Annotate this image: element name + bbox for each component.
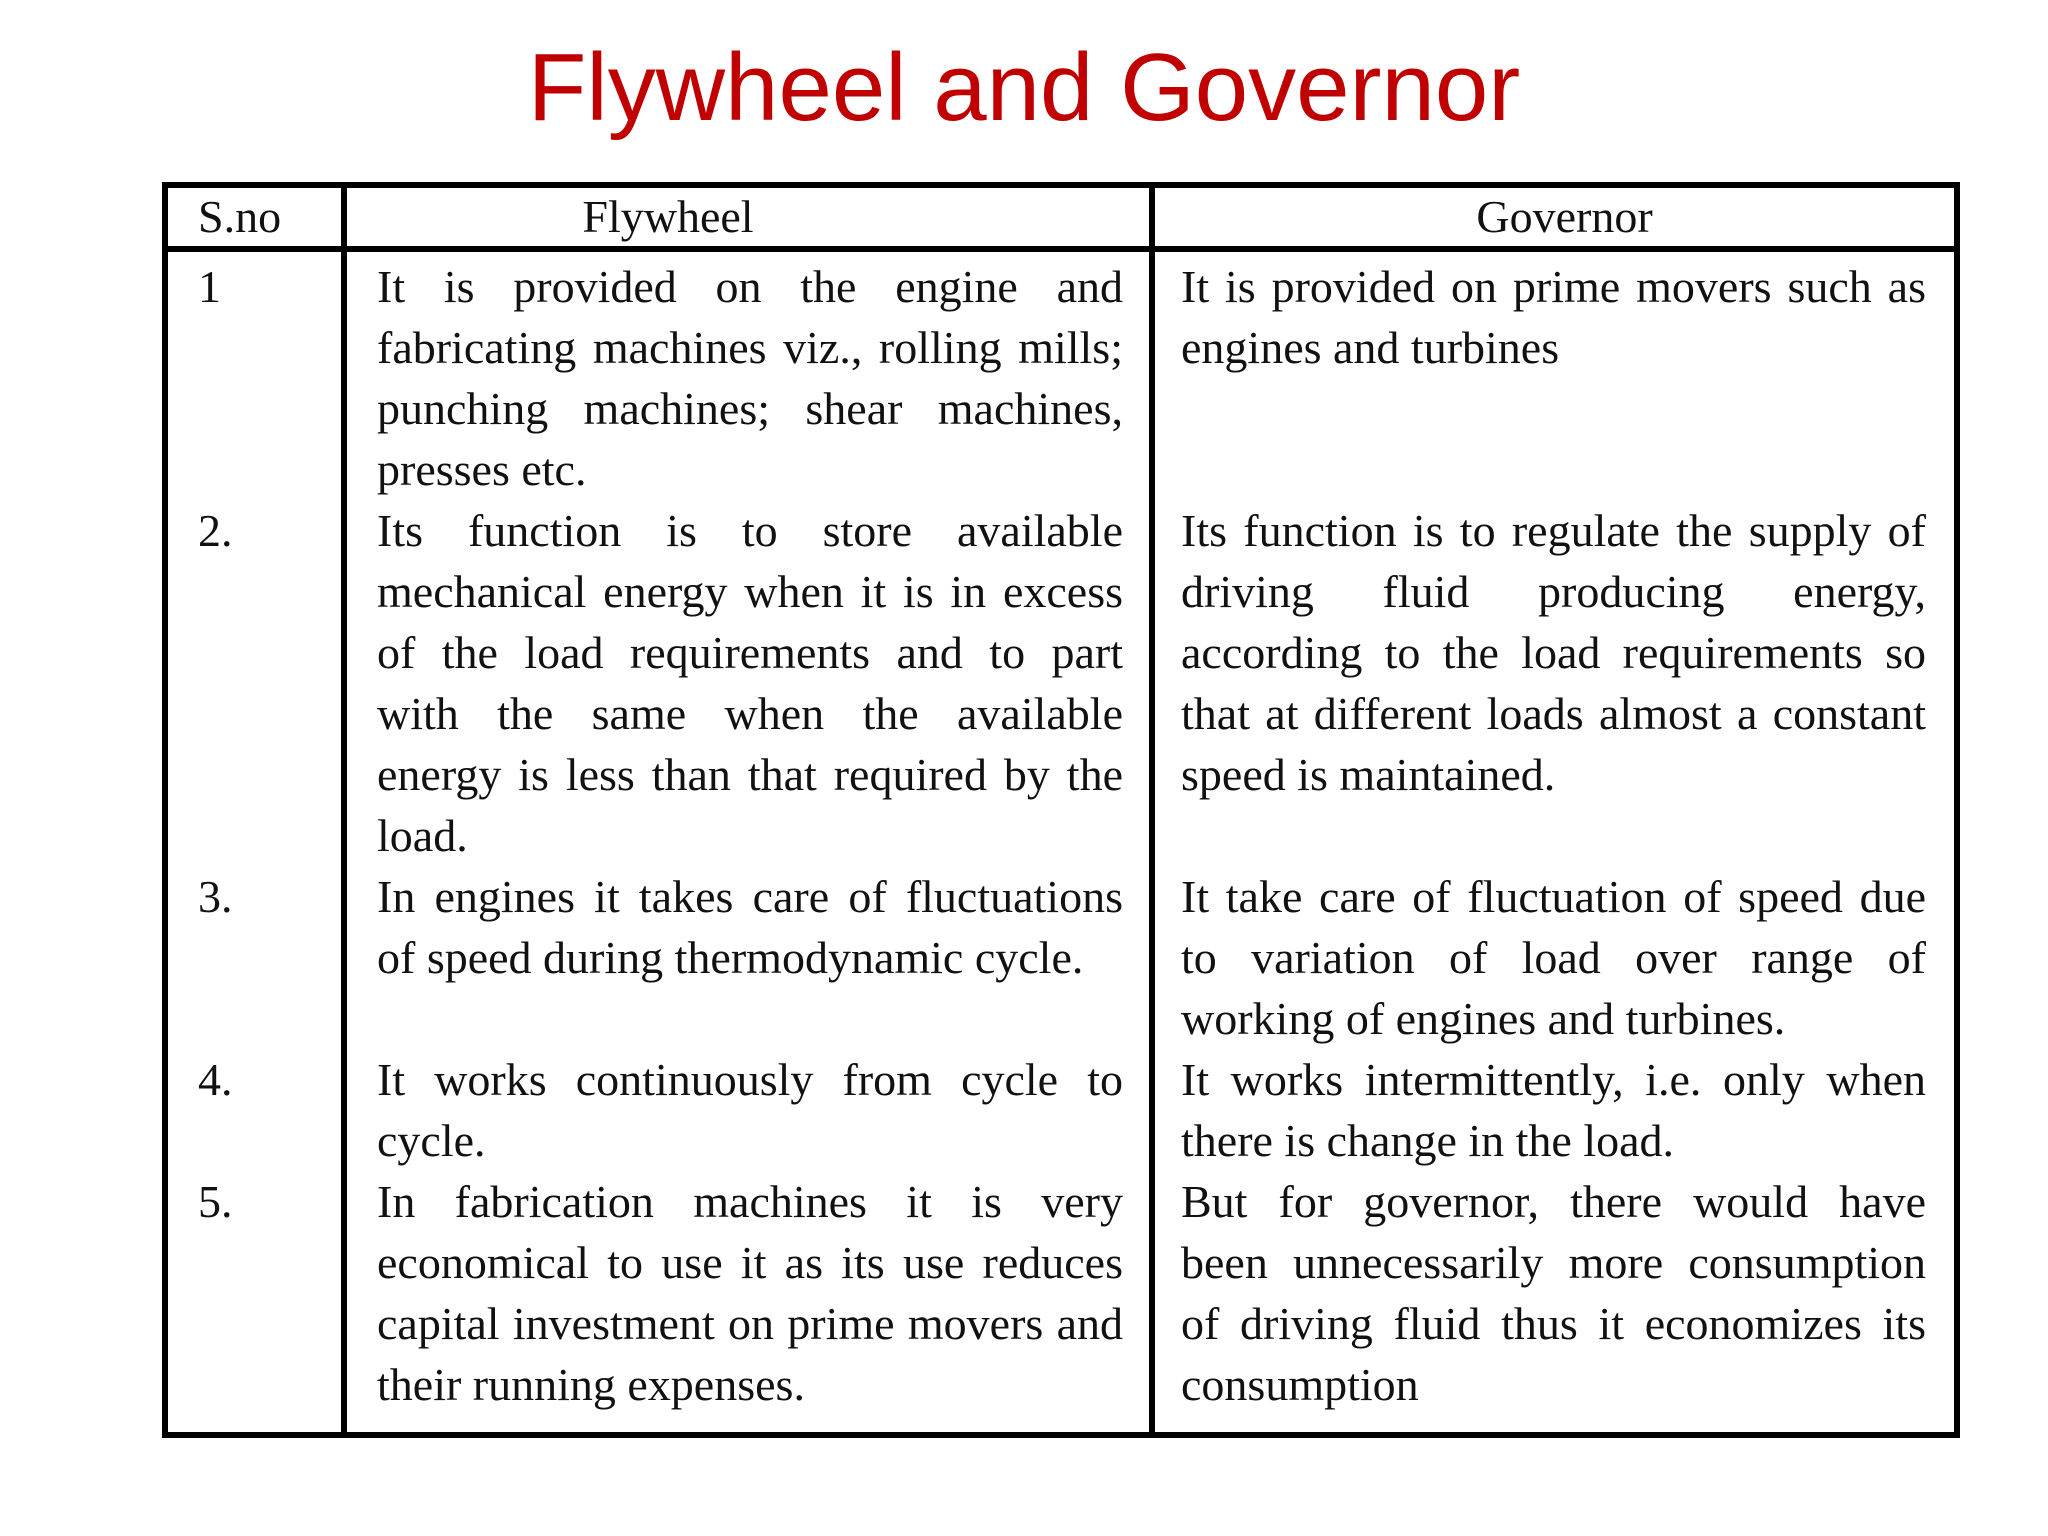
cell-governor: It take care of fluctuation of speed due to variation of load over range of working of engines and turbines. <box>1181 871 1926 1044</box>
table-row <box>168 500 1954 866</box>
header-governor: Governor <box>1152 188 1954 249</box>
cell-flywheel: In fabrication machines it is very economical to use it as its use reduces capital investment on prime movers and their running expenses. <box>344 1171 1152 1432</box>
comparison-table-frame <box>162 182 1960 1438</box>
table-header-row <box>168 188 1954 249</box>
cell-flywheel: It is provided on the engine and fabricating machines viz., rolling mills; punching machines; shear machines, presses etc. <box>344 249 1152 500</box>
cell-governor: But for governor, there would have been unnecessarily more consumption of driving fluid thus it economizes its consumption <box>1181 1176 1926 1410</box>
cell-sno: 3. <box>168 866 344 1049</box>
table-row <box>168 1049 1954 1171</box>
table-row <box>168 866 1954 1049</box>
cell-sno: 1 <box>168 249 344 500</box>
cell-sno: 4. <box>168 1049 344 1171</box>
comparison-table <box>168 188 1954 1432</box>
cell-governor: It works intermittently, i.e. only when there is change in the load. <box>1181 1054 1926 1166</box>
cell-flywheel: In engines it takes care of fluctuations of speed during thermodynamic cycle. <box>344 866 1152 1049</box>
cell-governor: It is provided on prime movers such as engines and turbines <box>1181 261 1926 373</box>
header-sno: S.no <box>168 188 344 249</box>
slide-title: Flywheel and Governor <box>527 34 1521 141</box>
cell-flywheel: Its function is to store available mechanical energy when it is in excess of the load requirements and to part with the same when the available energy is less than that required by the load. <box>344 500 1152 866</box>
table-row <box>168 1171 1954 1432</box>
cell-governor: Its function is to regulate the supply of driving fluid producing energy, according to the load requirements so that at different loads almost a constant speed is maintained. <box>1181 505 1926 800</box>
table-row <box>168 249 1954 500</box>
cell-sno: 5. <box>168 1171 344 1432</box>
cell-flywheel: It works continuously from cycle to cycle. <box>344 1049 1152 1171</box>
header-flywheel: Flywheel <box>344 188 1152 249</box>
cell-sno: 2. <box>168 500 344 866</box>
